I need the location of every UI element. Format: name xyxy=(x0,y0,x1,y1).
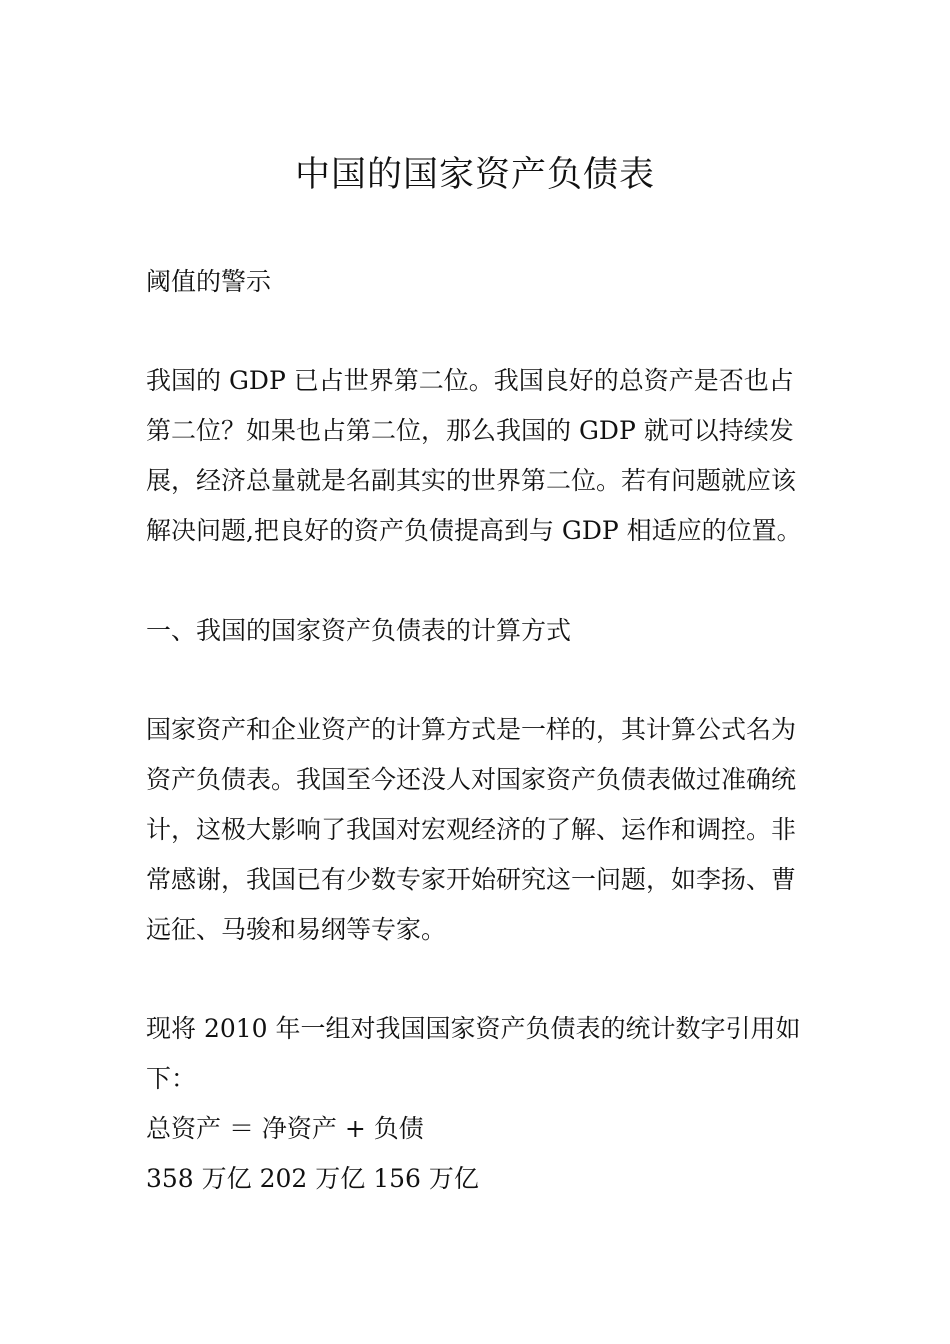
section-line-1: 国家资产和企业资产的计算方式是一样的，其计算公式名为 xyxy=(146,715,797,744)
section-line-4: 常感谢，我国已有少数专家开始研究这一问题，如李扬、曹 xyxy=(146,865,797,894)
intro-line-4: 解决问题,把良好的资产负债提高到与 GDP 相适应的位置。 xyxy=(146,516,802,545)
formula-line: 总资产 ＝ 净资产 + 负债 xyxy=(146,1114,424,1143)
figures-line: 358 万亿 202 万亿 156 万亿 xyxy=(146,1164,479,1193)
quote-line-2: 下： xyxy=(146,1064,197,1093)
intro-line-1: 我国的 GDP 已占世界第二位。我国良好的总资产是否也占 xyxy=(146,366,794,395)
section-heading: 一、我国的国家资产负债表的计算方式 xyxy=(146,616,572,645)
quote-line-1: 现将 2010 年一组对我国国家资产负债表的统计数字引用如 xyxy=(146,1014,801,1043)
intro-line-3: 展，经济总量就是名副其实的世界第二位。若有问题就应该 xyxy=(146,466,797,495)
section-line-3: 计，这极大影响了我国对宏观经济的了解、运作和调控。非 xyxy=(146,815,797,844)
section-line-2: 资产负债表。我国至今还没人对国家资产负债表做过准确统 xyxy=(146,765,797,794)
document-title: 中国的国家资产负债表 xyxy=(294,155,655,195)
document-subtitle: 阈值的警示 xyxy=(146,267,272,296)
section-line-5: 远征、马骏和易纲等专家。 xyxy=(146,915,447,944)
intro-line-2: 第二位？如果也占第二位，那么我国的 GDP 就可以持续发 xyxy=(146,416,794,445)
